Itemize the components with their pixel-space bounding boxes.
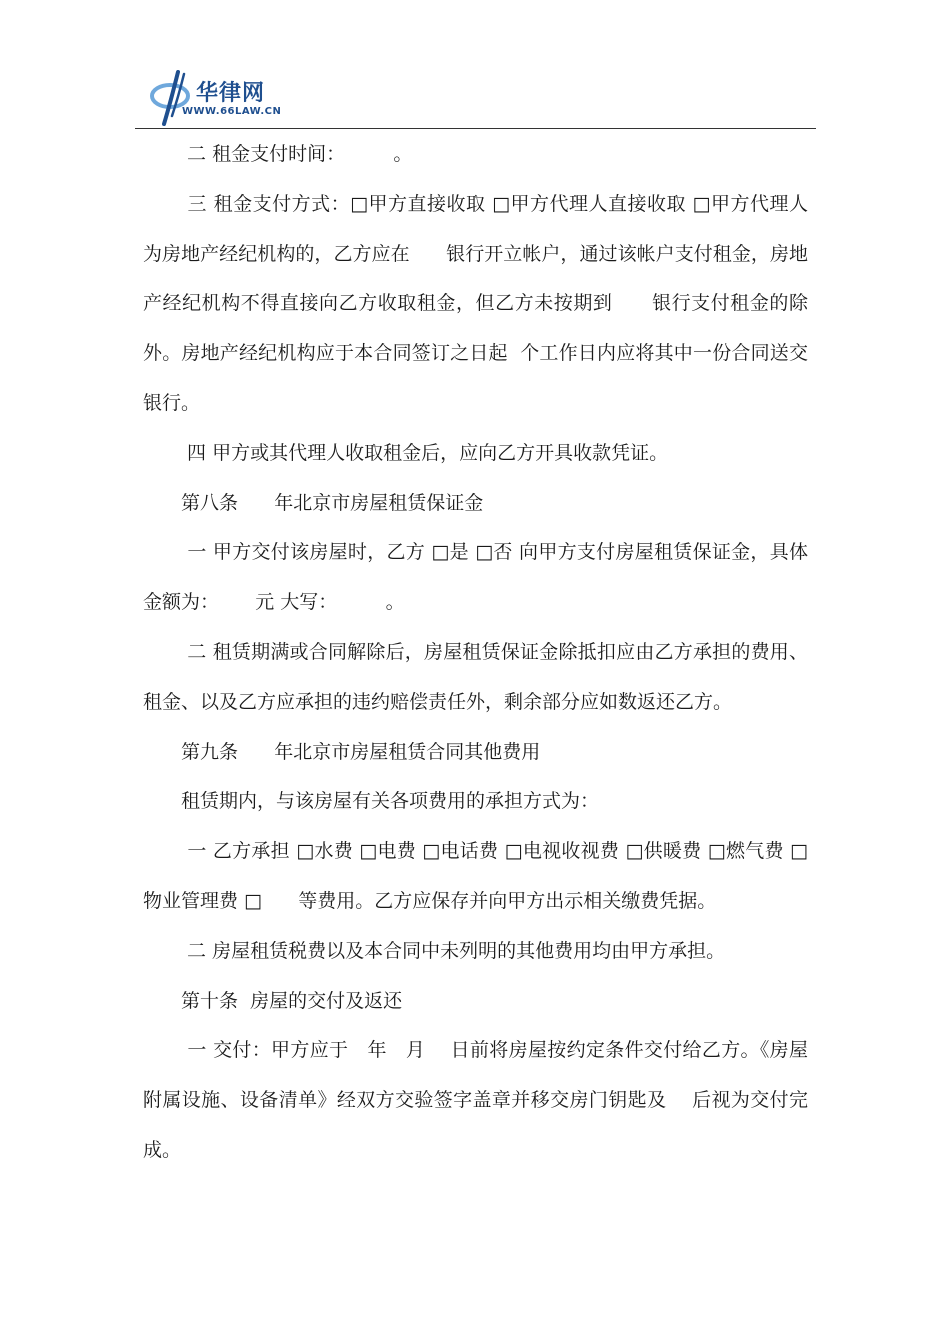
paragraph-delivery: 一 交付：甲方应于 年 月 日前将房屋按约定条件交付给乙方。《房屋附属设施、设备清单》经双方交验签字盖章并移交房门钥匙及 后视为交付完成。 — [143, 1039, 809, 1161]
paragraph-fees-intro: 租赁期内，与该房屋有关各项费用的承担方式为： — [181, 790, 600, 813]
logo-name: 华律网 — [196, 81, 266, 106]
paragraph-tenant-fees: 一 乙方承担 □水费 □电费 □电话费 □电视收视费 □供暖费 □燃气费 □物业管理费 □ 等费用。乙方应保存并向甲方出示相关缴费凭据。 — [143, 840, 808, 912]
article-8-heading: 第八条 年北京市房屋租赁保证金 — [181, 491, 484, 514]
paragraph-receipt: 四 甲方或其代理人收取租金后，应向乙方开具收款凭证。 — [181, 441, 669, 464]
logo[interactable] — [148, 70, 288, 126]
paragraph-deposit-amount: 一 甲方交付该房屋时，乙方 □是 □否 向甲方支付房屋租赁保证金，具体金额为： 元 大写： 。 — [143, 541, 808, 614]
paragraph-landlord-fees: 二 房屋租赁税费以及本合同中未列明的其他费用均由甲方承担。 — [181, 939, 726, 962]
page-header — [0, 0, 950, 130]
document-body — [143, 130, 845, 1176]
paragraph-deposit-return: 二 租赁期满或合同解除后，房屋租赁保证金除抵扣应由乙方承担的费用、租金、以及乙方应承担的违约赔偿责任外，剩余部分应如数返还乙方。 — [143, 640, 808, 713]
header-divider — [135, 128, 816, 129]
paragraph-rent-time: 二 租金支付时间： 。 — [181, 143, 413, 165]
logo-url: WWW.66LAW.CN — [182, 106, 282, 117]
paragraph-rent-method: 三 租金支付方式：□甲方直接收取 □甲方代理人直接收取 □甲方代理人为房地产经纪机构的，乙方应在 银行开立帐户，通过该帐户支付租金，房地产经纪机构不得直接向乙方收取租金，但乙方未按期到 银行支付租金的除外。房地产经纪机构应于本合同签订之日起 个工作日内应将其中一份合同送交 银行。 — [143, 192, 845, 414]
article-10-heading: 第十条 房屋的交付及返还 — [181, 989, 403, 1012]
article-9-heading: 第九条 年北京市房屋租赁合同其他费用 — [181, 740, 541, 763]
